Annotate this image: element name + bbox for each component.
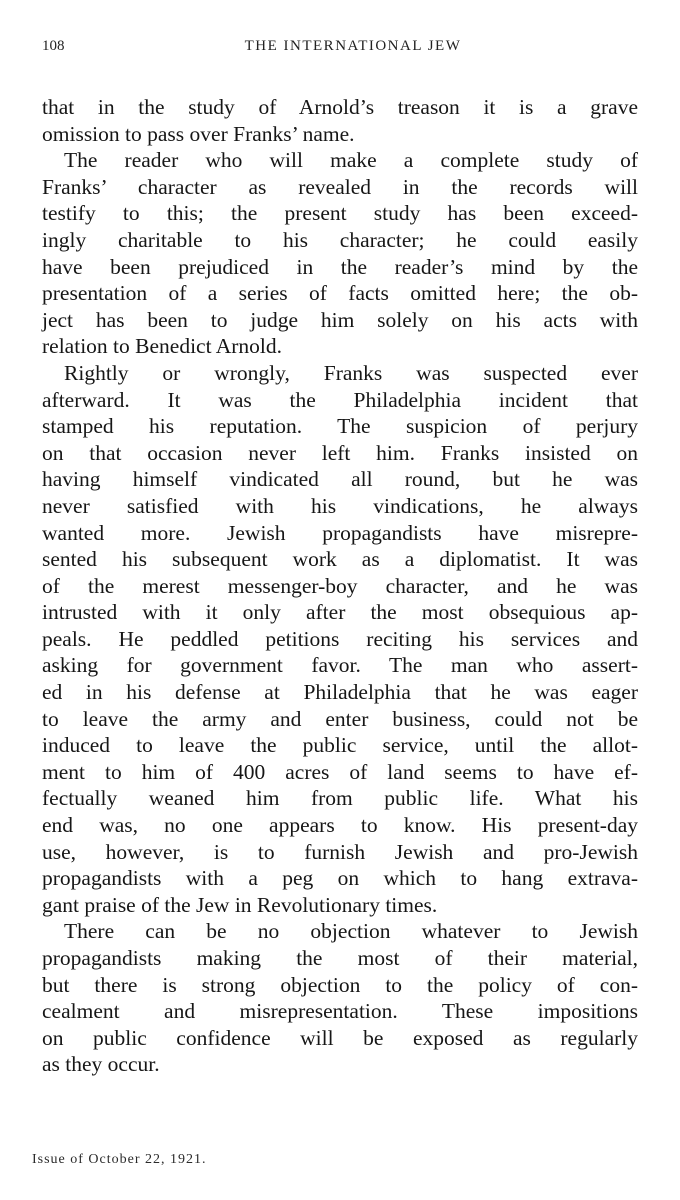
text-line: afterward. It was the Philadelphia incident that (42, 387, 638, 412)
text-line: on public confidence will be exposed as regularly (42, 1025, 638, 1050)
paragraph-2 (42, 147, 638, 360)
text-line: end was, no one appears to know. His present-day (42, 813, 638, 838)
text-line: sented his subsequent work as a diplomatist. It was (42, 547, 638, 572)
text-line: wanted more. Jewish propagandists have misrepre- (42, 520, 638, 545)
paragraph-4 (42, 918, 638, 1078)
body-text (42, 94, 638, 1078)
text-line: intrusted with it only after the most obsequious ap- (42, 600, 638, 625)
text-line: relation to Benedict Arnold. (42, 334, 283, 359)
text-line: ingly charitable to his character; he could easily (42, 227, 638, 252)
text-line: stamped his reputation. The suspicion of perjury (42, 414, 638, 439)
text-line: The reader who will make a complete study of (64, 148, 638, 173)
text-line: to leave the army and enter business, could not be (42, 706, 638, 731)
text-line: never satisfied with his vindications, he always (42, 493, 638, 518)
text-line: propagandists making the most of their material, (42, 946, 638, 970)
text-line: peals. He peddled petitions reciting his services and (42, 626, 638, 651)
text-line: omission to pass over Franks’ name. (42, 121, 355, 146)
text-line: Franks’ character as revealed in the records will (42, 174, 638, 199)
running-head (42, 38, 638, 62)
running-title: THE INTERNATIONAL JEW (244, 38, 462, 54)
text-line: on that occasion never left him. Franks insisted on (42, 440, 638, 465)
text-line: cealment and misrepresentation. These impositions (42, 999, 638, 1024)
paragraph-3 (42, 360, 638, 918)
text-line: propagandists with a peg on which to hang extrava- (42, 866, 638, 891)
text-line: testify to this; the present study has been exceed- (42, 201, 638, 226)
text-line: Rightly or wrongly, Franks was suspected ever (64, 360, 638, 385)
text-line: having himself vindicated all round, but he was (42, 467, 638, 492)
text-line: have been prejudiced in the reader’s mind by the (42, 254, 638, 279)
text-line: gant praise of the Jew in Revolutionary times. (42, 892, 438, 917)
text-line: induced to leave the public service, until the allot- (42, 733, 638, 758)
text-line: that in the study of Arnold’s treason it is a grave (42, 95, 638, 119)
text-line: but there is strong objection to the policy of con- (42, 972, 638, 997)
text-line: fectually weaned him from public life. What his (42, 786, 638, 811)
text-line: of the merest messenger-boy character, and he was (42, 573, 638, 598)
paragraph-1 (42, 94, 638, 147)
text-line: use, however, is to furnish Jewish and pro-Jewish (42, 839, 638, 864)
text-line: There can be no objection whatever to Jewish (64, 919, 638, 944)
text-line: as they occur. (42, 1052, 160, 1077)
text-line: ject has been to judge him solely on his acts with (42, 307, 638, 332)
page-number: 108 (42, 38, 65, 54)
issue-footnote: Issue of October 22, 1921. (32, 1152, 207, 1167)
text-line: ed in his defense at Philadelphia that he was eager (42, 680, 638, 705)
text-line: presentation of a series of facts omitted here; the ob- (42, 281, 638, 306)
text-line: ment to him of 400 acres of land seems to have ef- (42, 759, 638, 784)
text-line: asking for government favor. The man who assert- (42, 653, 638, 678)
